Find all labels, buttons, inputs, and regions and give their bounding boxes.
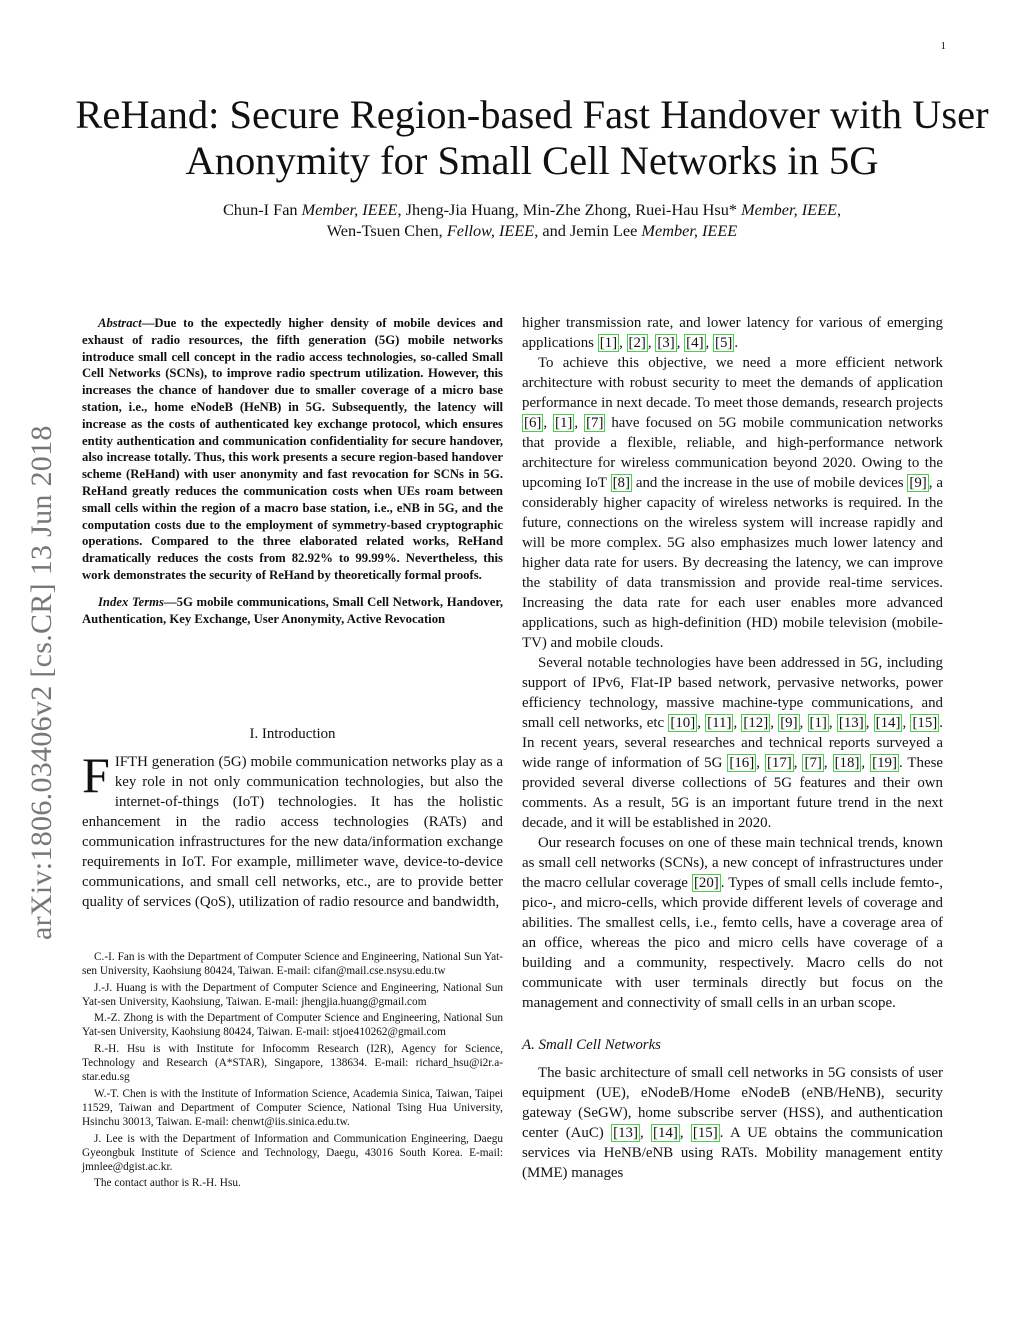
footnote: The contact author is R.-H. Hsu. xyxy=(94,1177,241,1190)
citation-link[interactable]: [15] xyxy=(692,1125,718,1141)
text: . These provided several diverse collections of 5G features and their own comments. As a result, 5G is an important future trend in the next decade, and it will be established in 2020. xyxy=(522,755,943,831)
author-list xyxy=(100,199,964,241)
citation-link[interactable]: [4] xyxy=(686,335,704,351)
text: and the increase in the use of mobile devices xyxy=(631,475,908,491)
paragraph xyxy=(522,833,943,1013)
footnotes xyxy=(82,950,503,1193)
footnote: C.-I. Fan is with the Department of Computer Science and Engineering, National Sun Yat-sen University, Kaohsiung 80424, Taiwan. E-mail: cifan@mail.cse.nsysu.edu.tw xyxy=(82,951,503,978)
citation-link[interactable]: [11] xyxy=(707,715,732,731)
citation-link[interactable]: [19] xyxy=(872,755,897,771)
citation-link[interactable]: [7] xyxy=(586,415,604,431)
authors-text: Chun-I Fan xyxy=(222,200,302,219)
paper-title: ReHand: Secure Region-based Fast Handover with User Anonymity for Small Cell Networks in 5G xyxy=(75,92,989,183)
footnote: J.-J. Huang is with the Department of Computer Science and Engineering, National Sun Yat-sen University, Kaohsiung, Taiwan. E-mail: jhengjia.huang@gmail.com xyxy=(82,981,503,1008)
section-heading: I. Introduction xyxy=(249,726,336,742)
citation-link[interactable]: [1] xyxy=(809,715,827,731)
citation-link[interactable]: [2] xyxy=(628,335,646,351)
abstract-text: —Due to the expectedly higher density of mobile devices and exhaust of radio resources, the fifth generation (5G) mobile networks introduce small cell concept in the radio access technologies, so-called Small Cell Networks (SCNs), to improve radio spectrum utilization. However, this increases the chance of handover due to smaller coverage of a micro base station, i.e., home eNodeB (HeNB) in 5G. Subsequently, the latency will increase as the costs of authenticated key exchange protocol, which ensures entity authentication and communication confidentiality for secure handover, also increase totally. Thus, this work presents a secure region-based handover scheme (ReHand) with user anonymity and fast revocation for SCNs in 5G. ReHand greatly reduces the communication costs when UEs roam between small cells within the region of a macro base station, i.e., eNB in 5G, and the computation costs due to the employment of symmetry-based cryptographic operations. Compared to the three elaborated related works, ReHand dramatically reduces the costs from 82.92% to 99.99%. Nevertheless, this work demonstrates the security of ReHand by theoretically formal proofs. xyxy=(82,316,503,582)
authors-text: , xyxy=(836,200,842,219)
paragraph: To achieve this objective, we need a more efficient network architecture with robust security to meet the demands of application performance in next decade. To meet those demands, research projects [6] , [1] , [7] have focused on 5G mobile communication networks that provide a flexible, reliable, and high-performance network architecture for wireless communication beyond 2020. Owing to the upcoming IoT [8] and the increase in the use of mobile devices [9] , a considerably higher capacity of wireless networks is required. In the future, connections on the wireless system will increase rapidly and will be more complex. 5G also emphasizes much lower latency and higher data rate for users. By decreasing the latency, we can improve the stability of data transmission and provide real-time services. Increasing the data rate for each user enables more advanced applications, such as high-definition (HD) mobile television (mobile-TV) and mobile clouds. xyxy=(522,355,943,651)
author-affil: Member, IEEE xyxy=(741,200,837,219)
text: Several notable technologies have been addressed in 5G, including support of IPv6, Flat-IP based network, pervasive networks, power efficiency technology, massive machine-type communications, and small cell networks, etc xyxy=(522,655,943,731)
text: The basic architecture of small cell networks in 5G consists of user equipment (UE), eNodeB/Home eNodeB (eNB/HeNB), security gateway (SeGW), home subscribe server (HSS), and authentication center (AuC) xyxy=(522,1065,943,1141)
citation-link[interactable]: [14] xyxy=(875,715,901,731)
paragraph: Several notable technologies have been addressed in 5G, including support of IPv6, Flat-IP based network, pervasive networks, power efficiency technology, massive machine-type communications, and small cell networks, etc [10] , [11] , [12] , [9] , [1] , [13] , [14] , [15] . In recent years, several researches and technical reports surveyed a wide range of information of 5G [16] , [17] , [7] , [18] , [19] . These provided several diverse collections of 5G features and their own comments. As a result, 5G is an important future trend in the next decade, and it will be established in 2020. xyxy=(522,655,943,831)
text: , a considerably higher capacity of wireless networks is required. In the future, connections on the wireless system will increase rapidly and will be more complex. 5G also emphasizes much lower latency and higher data rate for users. By decreasing the latency, we can improve the stability of data transmission and provide real-time services. Increasing the data rate for each user enables more advanced applications, such as high-definition (HD) mobile television (mobile-TV) and mobile clouds. xyxy=(522,475,943,651)
right-column xyxy=(522,313,943,1183)
citation-link[interactable]: [9] xyxy=(909,475,927,491)
text: have focused on 5G mobile communication networks that provide a flexible, reliable, and high-performance network architecture for wireless communication beyond 2020. Owing to the upcoming IoT xyxy=(522,415,943,491)
index-terms-label: Index Terms xyxy=(98,594,164,609)
drop-cap: F xyxy=(82,747,110,803)
abstract-label: Abstract xyxy=(98,316,142,330)
authors-text: , Jheng-Jia Huang, Min-Zhe Zhong, Ruei-Hau Hsu* xyxy=(397,200,742,219)
citation-link[interactable]: [16] xyxy=(729,755,755,771)
subsection-heading: A. Small Cell Networks xyxy=(522,1037,661,1053)
paragraph: higher transmission rate, and lower latency for various of emerging applications [1] , [2] , [3] , [4] , [5] . xyxy=(522,315,943,351)
text: . Types of small cells include femto-, pico-, and micro-cells, which provide different levels of coverage and abilities. The smallest cells, i.e., femto cells, have a coverage area of an office, whereas the pico and micro cells have coverage of a building and a community, respectively. Macro cells do not communicate with user terminals directly but focus on the management and connectivity of small cells in an urban scope. xyxy=(522,875,943,1011)
citation-link[interactable]: [13] xyxy=(613,1125,638,1141)
abstract xyxy=(82,315,503,627)
citation-link[interactable]: [12] xyxy=(743,715,769,731)
citation-link[interactable]: [6] xyxy=(524,415,542,431)
footnote: R.-H. Hsu is with Institute for Infocomm Research (I2R), Agency for Science, Technology and Research (A*STAR), Singapore, 138634. E-mail: richard_hsu@i2r.a-star.edu.sg xyxy=(82,1042,503,1084)
citation-link[interactable]: [15] xyxy=(912,715,938,731)
author-affil: Fellow, IEEE xyxy=(446,221,535,240)
paragraph: The basic architecture of small cell networks in 5G consists of user equipment (UE), eNodeB/Home eNodeB (eNB/HeNB), security gateway (SeGW), home subscribe server (HSS), and authentication center (AuC) [13] , [14] , [15] . A UE obtains the communication services via HeNB/eNB using RATs. Mobility management entity (MME) manages xyxy=(522,1065,943,1181)
citation-link[interactable]: [1] xyxy=(599,335,618,351)
citation-link[interactable]: [5] xyxy=(715,335,733,351)
page-number: 1 xyxy=(940,40,946,52)
citation-link[interactable]: [3] xyxy=(657,335,675,351)
citation-link[interactable]: [20] xyxy=(693,875,719,891)
author-affil: Member, IEEE xyxy=(641,221,738,240)
text: To achieve this objective, we need a more efficient network architecture with robust security to meet the demands of application performance in next decade. To meet those demands, research projects xyxy=(522,355,943,411)
text: . A UE obtains the communication services via HeNB/eNB using RATs. Mobility management entity (MME) manages xyxy=(522,1125,943,1181)
text: Our research focuses on one of these main technical trends, known as small cell networks (SCNs), a new concept of infrastructures under the macro cellular coverage xyxy=(522,835,943,891)
citation-link[interactable]: [17] xyxy=(766,755,792,771)
citation-link[interactable]: [14] xyxy=(653,1125,678,1141)
text: higher transmission rate, and lower latency for various of emerging applications xyxy=(522,315,943,351)
index-terms-text: —5G mobile communications, Small Cell Network, Handover, Authentication, Key Exchange, User Anonymity, Active Revocation xyxy=(82,594,503,626)
citation-link[interactable]: [8] xyxy=(612,475,630,491)
citation-link[interactable]: [9] xyxy=(780,715,798,731)
footnote: M.-Z. Zhong is with the Department of Computer Science and Engineering, National Sun Yat-sen University, Kaohsiung 80424, Taiwan. E-mail: stjoe410262@gmail.com xyxy=(82,1012,503,1039)
citation-link[interactable]: [10] xyxy=(670,715,696,731)
intro-text: generation (5G) mobile communication networks play as a key role in not only communication technologies, but also the internet-of-things (IoT) technologies. It has the holistic enhancement in the radio access technologies (RATs) and communication infrastructures for the new data/information exchange requirements in IoT. For example, millimeter wave, device-to-device communications, and small cell networks, etc., are to provide better quality of services (QoS), utilization of radio resource and bandwidth, xyxy=(82,754,503,910)
citation-link[interactable]: [13] xyxy=(838,715,864,731)
intro-paragraph xyxy=(82,747,503,912)
footnote: J. Lee is with the Department of Information and Communication Engineering, Daegu Gyeongbuk Institute of Science and Technology, Daegu, 43016 South Korea. E-mail: jmnlee@dgist.ac.kr. xyxy=(82,1132,503,1174)
arxiv-stamp: arXiv:1806.03406v2 [cs.CR] 13 Jun 2018 xyxy=(25,425,58,940)
authors-text: Wen-Tsuen Chen, xyxy=(326,221,447,240)
citation-link[interactable]: [7] xyxy=(804,755,822,771)
author-affil: Member, IEEE xyxy=(301,200,398,219)
citation-link[interactable]: [18] xyxy=(834,755,860,771)
first-word: IFTH xyxy=(114,754,148,770)
authors-text: , and Jemin Lee xyxy=(534,221,642,240)
text: . In recent years, several researches and technical reports surveyed a wide range of information of 5G xyxy=(522,715,943,771)
footnote: W.-T. Chen is with the Institute of Information Science, Academia Sinica, Taiwan, Taipei 11529, Taiwan and Department of Computer Science, National Tsing Hua University, Hsinchu 30013, Taiwan. E-mail: chenwt@iis.sinica.edu.tw. xyxy=(82,1087,503,1129)
citation-link[interactable]: [1] xyxy=(555,415,573,431)
